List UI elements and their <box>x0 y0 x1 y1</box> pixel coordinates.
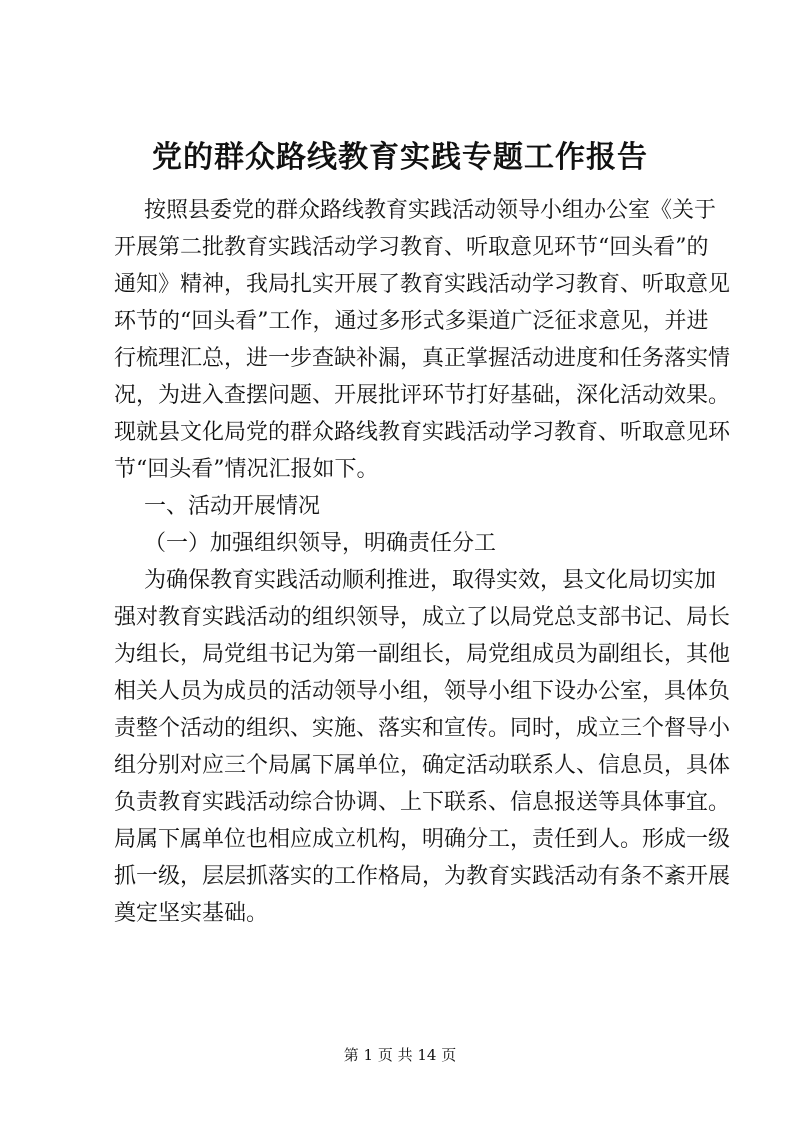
body-line: 现就县文化局党的群众路线教育实践活动学习教育、听取意见环 <box>114 420 731 445</box>
body-line: 开展第二批教育实践活动学习教育、听取意见环节“回头看”的 <box>114 235 709 260</box>
body-line: 按照县委党的群众路线教育实践活动领导小组办公室《关于 <box>144 198 717 223</box>
body-line: 节“回头看”情况汇报如下。 <box>114 457 379 482</box>
body-line: 为组长，局党组书记为第一副组长，局党组成员为副组长，其他 <box>114 642 731 667</box>
document-title: 党的群众路线教育实践专题工作报告 <box>152 140 648 175</box>
body-line: 奠定坚实基础。 <box>114 901 269 926</box>
body-line: 行梳理汇总，进一步查缺补漏，真正掌握活动进度和任务落实情 <box>114 346 731 371</box>
body-line: 通知》精神，我局扎实开展了教育实践活动学习教育、听取意见 <box>114 272 731 297</box>
body-line: 抓一级，层层抓落实的工作格局，为教育实践活动有条不紊开展 <box>114 864 731 889</box>
body-line: 局属下属单位也相应成立机构，明确分工，责任到人。形成一级 <box>114 827 731 852</box>
body-line: 责整个活动的组织、实施、落实和宣传。同时，成立三个督导小 <box>114 716 731 741</box>
page-footer: 第 1 页 共 14 页 <box>343 1046 457 1064</box>
body-line: 组分别对应三个局属下属单位，确定活动联系人、信息员，具体 <box>114 753 731 778</box>
body-line: 况，为进入查摆问题、开展批评环节打好基础，深化活动效果。 <box>114 383 731 408</box>
body-line: 强对教育实践活动的组织领导，成立了以局党总支部书记、局长 <box>114 605 731 630</box>
body-line: 环节的“回头看”工作，通过多形式多渠道广泛征求意见，并进 <box>114 309 709 334</box>
body-line: 相关人员为成员的活动领导小组，领导小组下设办公室，具体负 <box>114 679 731 704</box>
body-line: 负责教育实践活动综合协调、上下联系、信息报送等具体事宜。 <box>114 790 731 815</box>
subsection-heading: （一）加强组织领导，明确责任分工 <box>144 531 497 556</box>
body-line: 为确保教育实践活动顺利推进，取得实效，县文化局切实加 <box>144 568 717 593</box>
section-heading: 一、活动开展情况 <box>144 494 321 519</box>
